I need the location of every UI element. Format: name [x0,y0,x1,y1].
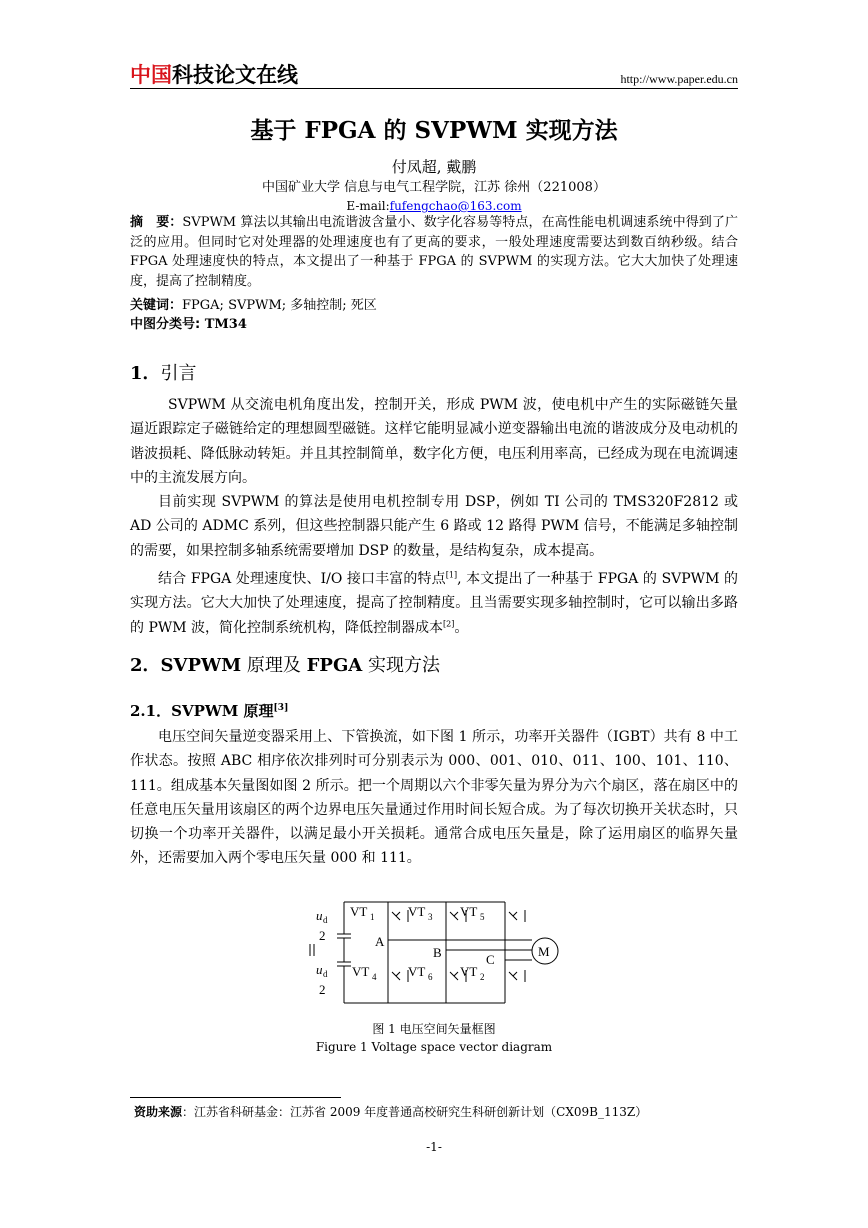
footnote-label: 资助来源 [134,1105,183,1119]
paper-title: 基于 FPGA 的 SVPWM 实现方法 [250,117,618,144]
p3-text-a: 结合 FPGA 处理速度快、I/O 接口丰富的特点 [158,571,446,587]
logo-part2: 科技论文在线 [172,63,298,87]
figure1-circuit [300,898,580,1010]
section21-paragraph-1: 电压空间矢量逆变器采用上、下管换流，如下图 1 所示，功率开关器件（IGBT）共有 8 中工作状态。按照 ABC 相序依次排列时可分别表示为 000、001、010、011、100、101、110、111。组成基本矢量图如图 2 所示。把一个周期以六个非零矢量为界分为六个扇区，落在扇区中的任意电压矢量用该扇区的两个边界电压矢量通过作用时间长短合成。为了每次切换开关状态时，只切换一个功率开关器件，以满足最小开关损耗。通常合成电压矢量是，除了运用扇区的临界矢量外，还需要加入两个零电压矢量 000 和 111。 [130,729,738,867]
section1-heading [130,362,197,386]
ud-top-sub: d [323,915,328,925]
p3-ref1[interactable]: [1] [445,570,458,580]
node-a-label: A [375,934,385,949]
ud-bottom-two: 2 [319,982,326,997]
vt1-label: VT [350,904,368,919]
section2-number: 2． [130,655,161,676]
section1-title: 引言 [160,363,197,384]
section1-paragraph-1: SVPWM 从交流电机角度出发，控制开关，形成 PWM 波，使电机中产生的实际磁链矢量逼近跟踪定子磁链给定的理想圆型磁链。这样它能明显减小逆变器输出电流的谐波成分及电动机的谐波损耗、降低脉动转矩。并且其控制简单，数字化方便，电压利用率高，已经成为现在电流调速中的主流发展方向。 [130,397,738,486]
vt1-sub: 1 [370,912,375,922]
paper-authors: 付凤超, 戴鹏 [391,158,477,176]
section1-paragraph-2: 目前实现 SVPWM 的算法是使用电机控制专用 DSP，例如 TI 公司的 TMS320F2812 或 AD 公司的 ADMC 系列，但这些控制器只能产生 6 路或 12 路得 PWM 信号，不能满足多轴控制的需要，如果控制多轴系统需要增加 DSP 的数量，是结构复杂，成本提高。 [130,494,738,559]
ud-top-two: 2 [319,928,326,943]
clc-number [130,315,738,334]
keywords [130,296,738,315]
ud-bottom-sub: d [323,969,328,979]
section1-number: 1． [130,363,161,384]
abstract [130,213,738,291]
vt3-label: VT [408,904,426,919]
clc-label: 中图分类号: [130,317,205,332]
paper-affiliation: 中国矿业大学 信息与电气工程学院，江苏 徐州（221008） [262,180,606,195]
node-c-label: C [486,952,495,967]
p3-text-b: , 本文提出了一种基于 FPGA 的 SVPWM 的实现方法。它大大加快了处理速度，提高了控制精度。且当需要实现多轴控制时，它可以输出多路的 PWM 波，简化控制系统机构，降低控制器成本 [130,571,738,636]
page-number: -1- [426,1140,442,1154]
ud-top-label: u [316,908,323,923]
abstract-text: SVPWM 算法以其输出电流谐波含量小、数字化容易等特点，在高性能电机调速系统中得到了广泛的应用。但同时它对处理器的处理速度也有了更高的要求，一般处理速度需要达到数百纳秒级。结合 FPGA 处理速度快的特点，本文提出了一种基于 FPGA 的 SVPWM 的实现方法。它大大加快了处理速度，提高了控制精度。 [130,215,738,289]
email-link[interactable]: fufengchao@163.com [389,199,522,213]
clc-value: TM34 [204,317,247,332]
section21-title: SVPWM 原理 [171,702,274,720]
p3-text-c: 。 [454,619,469,636]
section2-heading [130,654,440,678]
figure1-caption-cn: 图 1 电压空间矢量框图 [372,1022,496,1036]
header-rule [130,88,738,89]
header-url[interactable]: http://www.paper.edu.cn [620,72,738,86]
section2-title-b: 原理及 [241,655,307,676]
email-label: E-mail: [346,199,390,213]
vt2-label: VT [460,964,478,979]
vt6-label: VT [408,964,426,979]
figure1-caption-en: Figure 1 Voltage space vector diagram [315,1040,553,1054]
footnote-text: ：江苏省科研基金：江苏省 2009 年度普通高校研究生科研创新计划（CX09B_113Z） [182,1105,648,1119]
abstract-label: 摘 要： [130,215,183,230]
keywords-label: 关键词： [130,298,183,313]
section2-title-d: 实现方法 [362,655,441,676]
section21-heading [130,698,288,721]
vt4-label: VT [352,964,370,979]
vt6-sub: 6 [428,972,433,982]
section21-ref[interactable]: [3] [273,703,289,713]
section2-title-c: FPGA [306,655,363,676]
vt4-sub: 4 [372,972,377,982]
section21-number: 2.1． [130,702,172,720]
vt3-sub: 3 [428,912,433,922]
vt5-sub: 5 [480,912,485,922]
vt5-label: VT [460,904,478,919]
node-b-label: B [433,945,442,960]
section2-title-a: SVPWM [160,655,242,676]
footnote [134,1104,647,1120]
vt2-sub: 2 [480,972,485,982]
p3-ref2[interactable]: [2] [443,618,455,628]
keywords-text: FPGA; SVPWM; 多轴控制; 死区 [182,298,377,313]
motor-label: M [538,944,550,959]
logo-part1: 中国 [130,63,172,87]
section1-paragraph-3 [130,567,738,640]
site-logo [130,62,298,88]
footnote-rule [130,1097,341,1098]
paper-email [130,198,738,214]
ud-bottom-label: u [316,962,323,977]
